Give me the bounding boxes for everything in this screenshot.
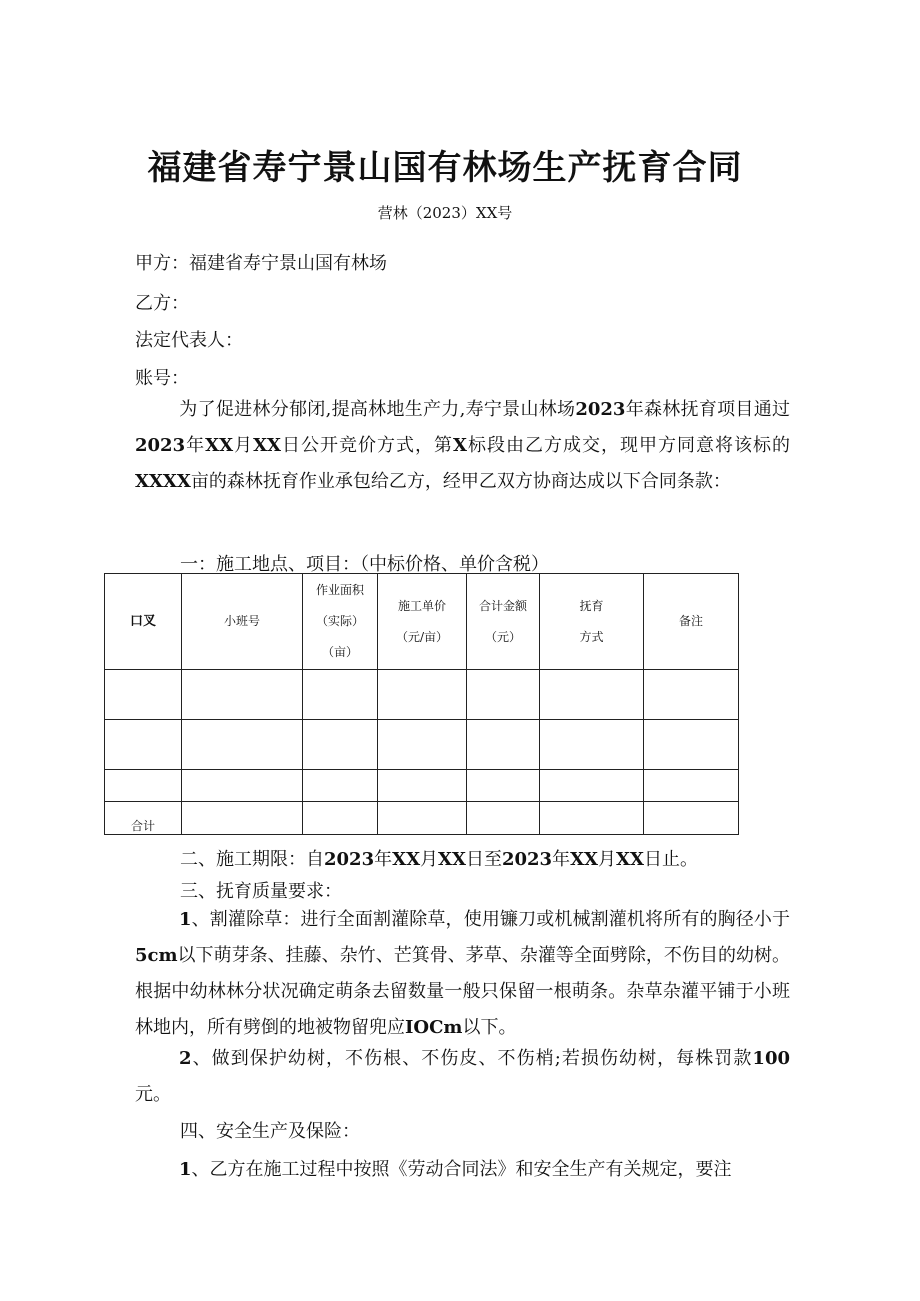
header-remarks: 备注	[644, 574, 739, 670]
section-2-period: 二、施工期限：自2023年XX月XX日至2023年XX月XX日止。	[180, 849, 698, 870]
section-3-heading: 三、抚育质量要求：	[180, 881, 342, 902]
table-total-row	[105, 802, 739, 835]
intro-paragraph: 为了促进林分郁闭,提高林地生产力,寿宁景山林场2023年森林抚育项目通过2023年XX月XX日公开竞价方式，第X标段由乙方成交，现甲方同意将该标的XXXX亩的森林抚育作业承包给乙方，经甲乙双方协商达成以下合同条款：	[135, 399, 791, 492]
table-row	[105, 720, 739, 770]
header-area: 作业面积 （实际） （亩）	[303, 574, 378, 670]
contract-number: 营林（2023）XX号	[377, 204, 513, 222]
header-sub-compartment: 小班号	[182, 574, 303, 670]
quality-item-1: 1、割灌除草：进行全面割灌除草，使用镰刀或机械割灌机将所有的胸径小于5cm以下萌芽条、挂藤、杂竹、芒箕骨、茅草、杂灌等全面劈除，不伤目的幼树。根据中幼林林分状况确定萌条去留数量一般只保留一根萌条。杂草杂灌平铺于小班林地内，所有劈倒的地被物留兜应IOCm以下。	[135, 909, 790, 1038]
work-items-table	[104, 573, 739, 835]
account-line: 账号：	[135, 368, 189, 389]
total-label: 合计	[105, 802, 182, 835]
header-col-0: 口叉	[105, 574, 182, 670]
safety-item-1: 1、乙方在施工过程中按照《劳动合同法》和安全生产有关规定，要注	[179, 1159, 732, 1180]
header-tending-method: 抚育 方式	[540, 574, 644, 670]
header-unit-price: 施工单价 （元/亩）	[378, 574, 467, 670]
section-1-heading: 一：施工地点、项目：（中标价格、单价含税）	[180, 554, 549, 575]
party-b-line: 乙方：	[135, 293, 189, 314]
table-row	[105, 670, 739, 720]
table-header-row	[105, 574, 739, 670]
header-total-amount: 合计金额 （元）	[467, 574, 540, 670]
table-row	[105, 770, 739, 802]
quality-item-2: 2、做到保护幼树，不伤根、不伤皮、不伤梢;若损伤幼树，每株罚款100元。	[135, 1048, 790, 1105]
party-a-line: 甲方：福建省寿宁景山国有林场	[135, 253, 387, 274]
document-title: 福建省寿宁景山国有林场生产抚育合同	[147, 148, 743, 188]
section-4-heading: 四、安全生产及保险：	[180, 1121, 360, 1142]
legal-rep-line: 法定代表人：	[135, 330, 243, 351]
